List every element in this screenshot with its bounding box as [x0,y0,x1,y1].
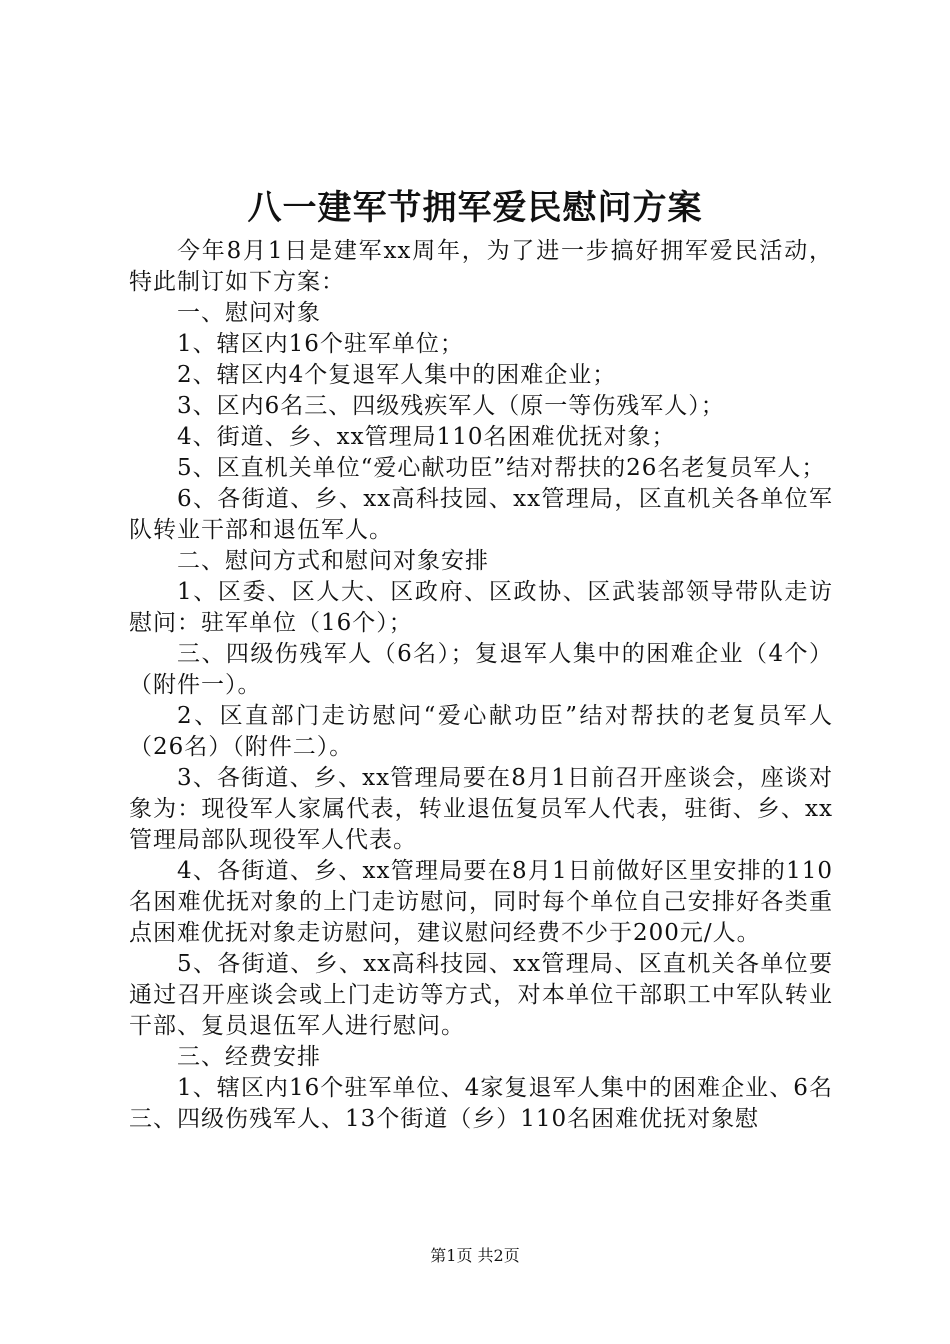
section-heading-2: 二、慰问方式和慰问对象安排 [177,548,489,574]
list-item: 6、各街道、乡、xx高科技园、xx管理局，区直机关各单位军队转业干部和退伍军人。 [129,486,833,543]
list-item: 5、各街道、乡、xx高科技园、xx管理局、区直机关各单位要通过召开座谈会或上门走访等方式，对本单位干部职工中军队转业干部、复员退伍军人进行慰问。 [129,951,833,1039]
list-item: 2、区直部门走访慰问“爱心献功臣”结对帮扶的老复员军人（26名）（附件二）。 [129,703,833,760]
list-item: 1、辖区内16个驻军单位、4家复退军人集中的困难企业、6名三、四级伤残军人、13个街道（乡）110名困难优抚对象慰 [129,1075,833,1132]
document-title: 八一建军节拥军爱民慰问方案 [247,188,703,228]
list-item: 三、四级伤残军人（6名）；复退军人集中的困难企业（4个）（附件一）。 [129,641,833,698]
list-item: 2、辖区内4个复退军人集中的困难企业； [177,362,617,388]
list-item: 4、各街道、乡、xx管理局要在8月1日前做好区里安排的110名困难优抚对象的上门走访慰问，同时每个单位自己安排好各类重点困难优抚对象走访慰问，建议慰问经费不少于200元/人。 [129,858,833,946]
section-heading-1: 一、慰问对象 [177,300,321,326]
list-item: 1、区委、区人大、区政府、区政协、区武装部领导带队走访慰问：驻军单位（16个）； [129,579,833,636]
section-heading-3: 三、经费安排 [177,1044,321,1070]
list-item: 3、各街道、乡、xx管理局要在8月1日前召开座谈会，座谈对象为：现役军人家属代表，转业退伍复员军人代表，驻街、乡、xx管理局部队现役军人代表。 [129,765,833,853]
document-body [129,236,833,1135]
page-footer: 第1页 共2页 [430,1246,520,1265]
paragraph-intro: 今年8月1日是建军xx周年，为了进一步搞好拥军爱民活动，特此制订如下方案： [129,238,833,295]
list-item: 5、区直机关单位“爱心献功臣”结对帮扶的26名老复员军人； [177,455,826,481]
list-item: 1、辖区内16个驻军单位； [177,331,464,357]
list-item: 4、街道、乡、xx管理局110名困难优抚对象； [177,424,676,450]
list-item: 3、区内6名三、四级残疾军人（原一等伤残军人）； [177,393,725,419]
